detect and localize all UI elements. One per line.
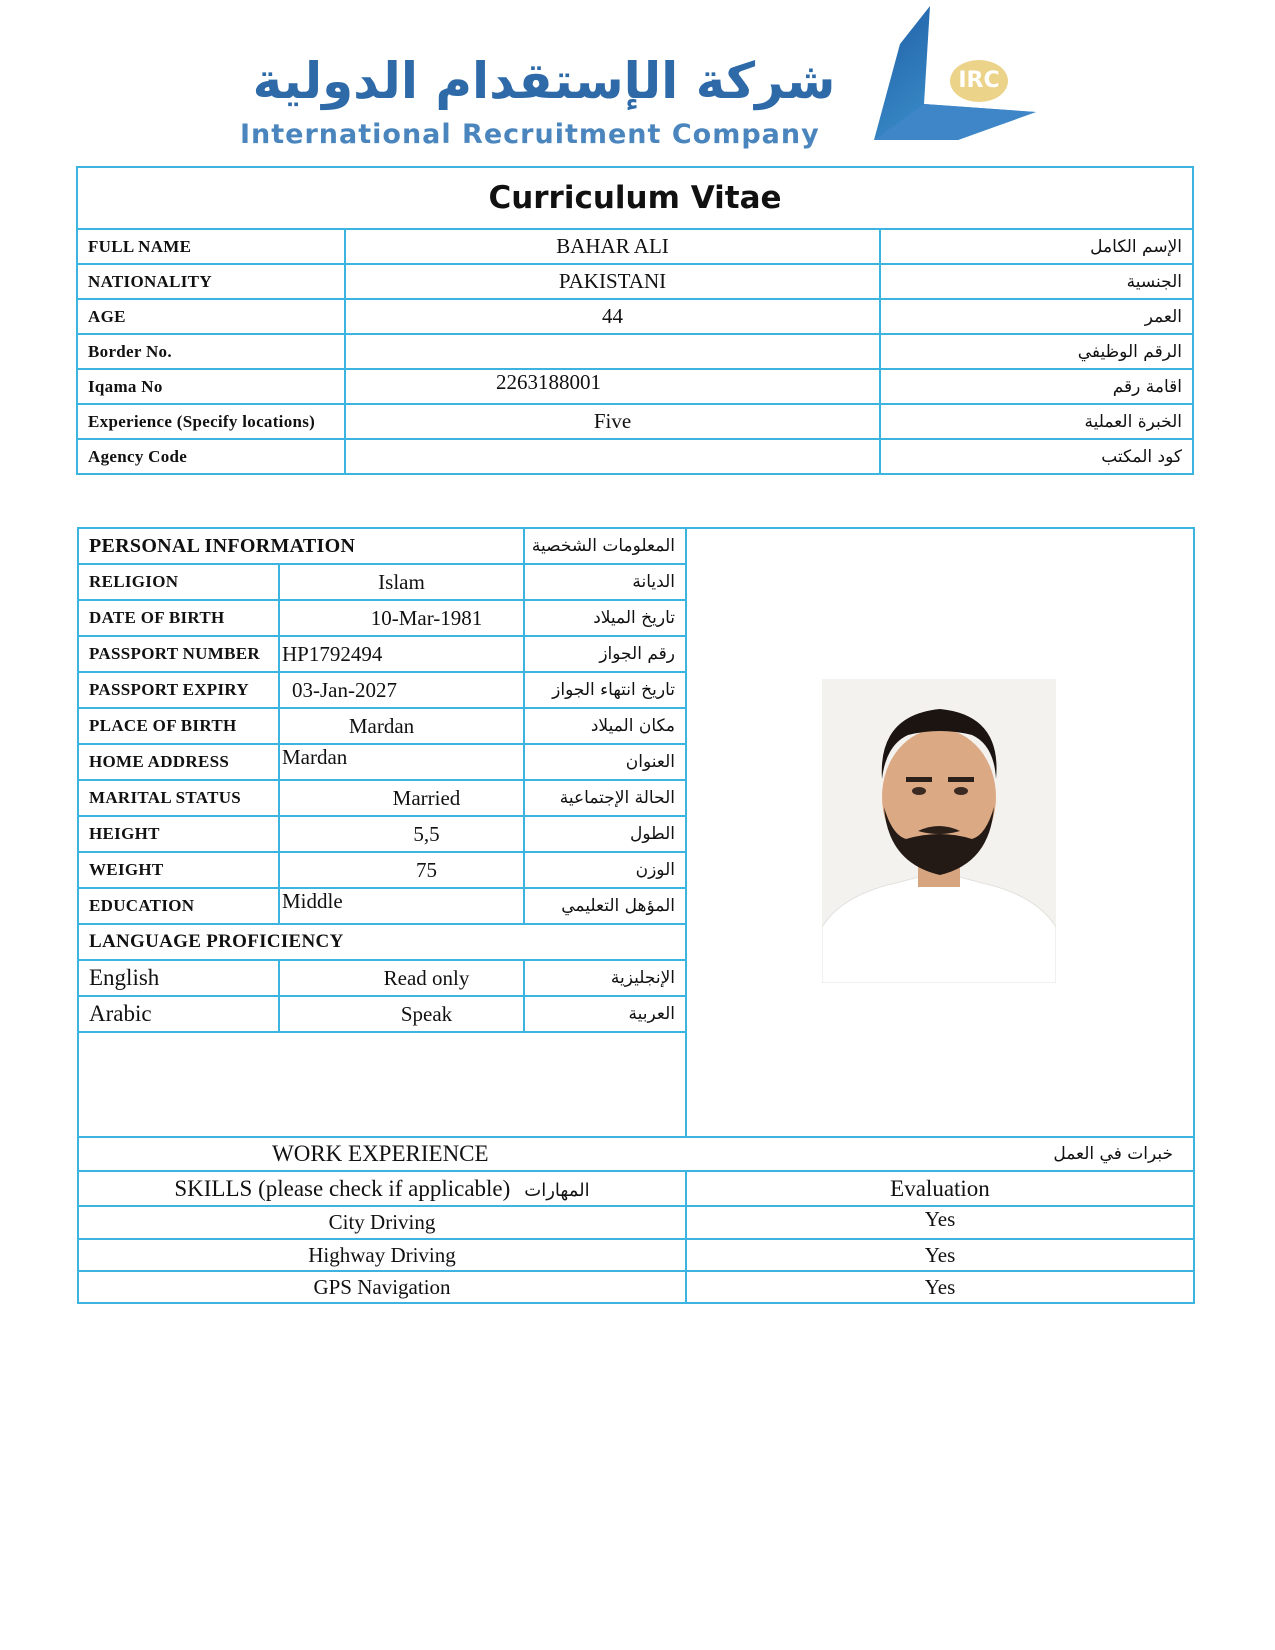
skill-name: Highway Driving bbox=[78, 1239, 686, 1271]
field-label: HEIGHT bbox=[78, 816, 279, 852]
field-label-arabic: الوزن bbox=[524, 852, 686, 888]
field-label: Agency Code bbox=[77, 439, 345, 474]
language-name-arabic: الإنجليزية bbox=[524, 960, 686, 996]
blank-cell bbox=[78, 1032, 686, 1137]
field-value: HP1792494 bbox=[279, 636, 524, 672]
work-experience-title-arabic: خبرات في العمل bbox=[1053, 1144, 1173, 1164]
cv-row-age bbox=[77, 299, 1193, 334]
field-label-arabic: تاريخ انتهاء الجواز bbox=[524, 672, 686, 708]
field-label: MARITAL STATUS bbox=[78, 780, 279, 816]
field-label-arabic: العمر bbox=[880, 299, 1193, 334]
field-value: Married bbox=[279, 780, 524, 816]
field-value: Mardan bbox=[279, 744, 524, 780]
field-label-arabic: الجنسية bbox=[880, 264, 1193, 299]
cv-row-nationality bbox=[77, 264, 1193, 299]
field-label-arabic: الرقم الوظيفي bbox=[880, 334, 1193, 369]
field-value: BAHAR ALI bbox=[345, 229, 880, 264]
field-label: WEIGHT bbox=[78, 852, 279, 888]
field-label: AGE bbox=[77, 299, 345, 334]
field-label: EDUCATION bbox=[78, 888, 279, 924]
field-label-arabic: المؤهل التعليمي bbox=[524, 888, 686, 924]
skill-row-city-driving bbox=[78, 1206, 1194, 1239]
skills-title: SKILLS (please check if applicable) bbox=[174, 1175, 511, 1201]
field-label-arabic: مكان الميلاد bbox=[524, 708, 686, 744]
personal-info-header bbox=[78, 528, 1194, 564]
photo-cell bbox=[686, 528, 1194, 1137]
field-label: Border No. bbox=[77, 334, 345, 369]
cv-row-border-no bbox=[77, 334, 1193, 369]
section-title: PERSONAL INFORMATION bbox=[78, 528, 524, 564]
field-value: 03-Jan-2027 bbox=[279, 672, 524, 708]
field-value bbox=[345, 334, 880, 369]
cv-summary-table bbox=[76, 166, 1194, 475]
field-label: Iqama No bbox=[77, 369, 345, 404]
skills-header-cell bbox=[78, 1171, 686, 1206]
skill-evaluation: Yes bbox=[686, 1206, 1194, 1239]
cv-row-iqama-no bbox=[77, 369, 1193, 404]
field-label-arabic: تاريخ الميلاد bbox=[524, 600, 686, 636]
field-value: PAKISTANI bbox=[345, 264, 880, 299]
section-title: LANGUAGE PROFICIENCY bbox=[78, 924, 686, 960]
field-label: HOME ADDRESS bbox=[78, 744, 279, 780]
field-label: PASSPORT NUMBER bbox=[78, 636, 279, 672]
personal-information-table bbox=[77, 527, 1195, 1304]
field-label: DATE OF BIRTH bbox=[78, 600, 279, 636]
language-level: Read only bbox=[279, 960, 524, 996]
cv-row-experience bbox=[77, 404, 1193, 439]
language-level: Speak bbox=[279, 996, 524, 1032]
evaluation-title: Evaluation bbox=[686, 1171, 1194, 1206]
field-label: RELIGION bbox=[78, 564, 279, 600]
field-label-arabic: رقم الجواز bbox=[524, 636, 686, 672]
skill-evaluation: Yes bbox=[686, 1239, 1194, 1271]
field-label-arabic: الإسم الكامل bbox=[880, 229, 1193, 264]
applicant-photo bbox=[822, 679, 1056, 983]
skills-title-arabic: المهارات bbox=[524, 1179, 590, 1201]
cv-row-full-name bbox=[77, 229, 1193, 264]
company-name-english: International Recruitment Company bbox=[240, 119, 820, 150]
field-label-arabic: الطول bbox=[524, 816, 686, 852]
field-value: Five bbox=[345, 404, 880, 439]
field-label-arabic: الخبرة العملية bbox=[880, 404, 1193, 439]
skills-header-row bbox=[78, 1171, 1194, 1206]
field-label-arabic: كود المكتب bbox=[880, 439, 1193, 474]
field-label-arabic: الحالة الإجتماعية bbox=[524, 780, 686, 816]
person-portrait-icon bbox=[822, 679, 1056, 983]
irc-badge: IRC bbox=[950, 60, 1008, 102]
skill-row-gps-navigation bbox=[78, 1271, 1194, 1303]
field-value: 75 bbox=[279, 852, 524, 888]
field-label: Experience (Specify locations) bbox=[77, 404, 345, 439]
section-title-arabic: المعلومات الشخصية bbox=[524, 528, 686, 564]
document-title: Curriculum Vitae bbox=[77, 167, 1193, 229]
company-logo bbox=[238, 4, 1078, 156]
work-experience-cell bbox=[78, 1137, 1194, 1171]
field-value: Islam bbox=[279, 564, 524, 600]
skill-row-highway-driving bbox=[78, 1239, 1194, 1271]
skill-evaluation: Yes bbox=[686, 1271, 1194, 1303]
language-name-arabic: العربية bbox=[524, 996, 686, 1032]
field-label-arabic: اقامة رقم bbox=[880, 369, 1193, 404]
field-label: PASSPORT EXPIRY bbox=[78, 672, 279, 708]
work-experience-title: WORK EXPERIENCE bbox=[272, 1141, 489, 1166]
field-label-arabic: العنوان bbox=[524, 744, 686, 780]
language-name: Arabic bbox=[78, 996, 279, 1032]
field-value: Mardan bbox=[279, 708, 524, 744]
field-value: Middle bbox=[279, 888, 524, 924]
field-label: PLACE OF BIRTH bbox=[78, 708, 279, 744]
field-label-arabic: الديانة bbox=[524, 564, 686, 600]
company-name-arabic: شركة الإستقدام الدولية bbox=[252, 52, 836, 110]
work-experience-header bbox=[78, 1137, 1194, 1171]
field-label: NATIONALITY bbox=[77, 264, 345, 299]
cv-row-agency-code bbox=[77, 439, 1193, 474]
field-value bbox=[345, 439, 880, 474]
field-value: 5,5 bbox=[279, 816, 524, 852]
language-name: English bbox=[78, 960, 279, 996]
skill-name: GPS Navigation bbox=[78, 1271, 686, 1303]
field-value: 10-Mar-1981 bbox=[279, 600, 524, 636]
field-value: 44 bbox=[345, 299, 880, 334]
field-label: FULL NAME bbox=[77, 229, 345, 264]
skill-name: City Driving bbox=[78, 1206, 686, 1239]
field-value: 2263188001 bbox=[345, 369, 880, 404]
